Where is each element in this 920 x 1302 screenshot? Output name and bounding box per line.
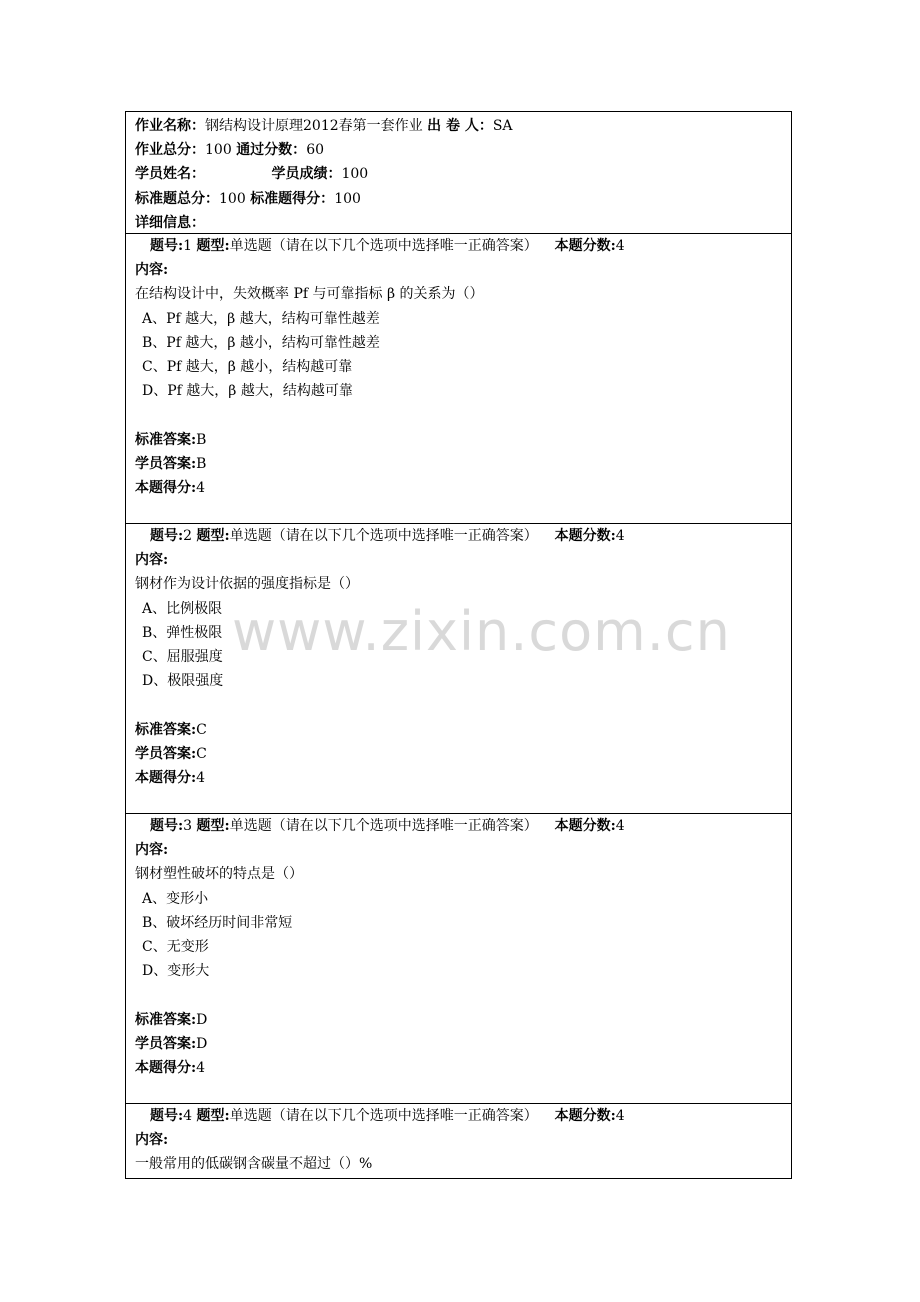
- option-b: B、Pf 越大，β 越小，结构可靠性越差: [142, 334, 380, 351]
- student-row: [135, 162, 791, 186]
- student-name-label: 学员姓名：: [135, 166, 205, 183]
- total-score-label: 作业总分：: [135, 142, 205, 159]
- standard-answer-value: C: [196, 721, 207, 738]
- standard-score-value: 100: [334, 190, 361, 207]
- question-number-label: 题号:: [150, 238, 184, 254]
- question-score-label: 本题分数:: [554, 528, 616, 544]
- question-score-value: 4: [615, 238, 625, 254]
- option-d: D、Pf 越大，β 越大，结构越可靠: [142, 383, 353, 400]
- got-score-label: 本题得分:: [135, 479, 197, 496]
- student-answer-label: 学员答案:: [135, 745, 197, 762]
- option-c: C、无变形: [142, 938, 209, 955]
- student-answer-value: D: [196, 1035, 208, 1052]
- question-got-score-row: [135, 476, 791, 500]
- detail-info-label: 详细信息：: [135, 214, 205, 231]
- standard-answer-row: [135, 428, 791, 452]
- got-score-value: 4: [196, 769, 206, 786]
- question-stem: 在结构设计中，失效概率 Pf 与可靠指标 β 的关系为（）: [135, 286, 484, 303]
- question-number-label: 题号:: [150, 818, 184, 834]
- standard-score-row: [135, 187, 791, 211]
- question-number-value: 2: [183, 528, 193, 544]
- option-a: A、Pf 越大，β 越大，结构可靠性越差: [142, 310, 380, 327]
- question-score-label: 本题分数:: [554, 238, 616, 254]
- option-a: A、变形小: [142, 890, 209, 907]
- question-header: [135, 524, 791, 548]
- standard-answer-value: B: [196, 431, 207, 448]
- question-score-label: 本题分数:: [554, 1108, 616, 1124]
- question-type-value: 单选题（请在以下几个选项中选择唯一正确答案）: [229, 238, 538, 254]
- option-d: D、极限强度: [142, 673, 224, 690]
- standard-total-label: 标准题总分：: [135, 190, 219, 207]
- option-b: B、弹性极限: [142, 624, 223, 641]
- total-score-row: [135, 138, 791, 162]
- question-number-value: 1: [183, 238, 193, 254]
- standard-total-value: 100: [219, 190, 246, 207]
- question-number-value: 4: [183, 1108, 193, 1124]
- standard-score-label: 标准题得分：: [250, 190, 335, 207]
- standard-answer-label: 标准答案:: [135, 1011, 197, 1028]
- question-type-value: 单选题（请在以下几个选项中选择唯一正确答案）: [229, 528, 538, 544]
- question-header: [135, 234, 791, 258]
- student-answer-row: [135, 1032, 791, 1056]
- question-stem: 钢材作为设计依据的强度指标是（）: [135, 576, 359, 593]
- got-score-label: 本题得分:: [135, 1059, 197, 1076]
- question-type-label: 题型:: [196, 238, 230, 254]
- standard-answer-row: [135, 1008, 791, 1032]
- option-c: C、屈服强度: [142, 648, 223, 665]
- student-answer-label: 学员答案:: [135, 1035, 197, 1052]
- content-label: 内容:: [135, 262, 169, 279]
- got-score-value: 4: [196, 479, 206, 496]
- total-score-value: 100: [205, 142, 232, 159]
- assignment-name-row: [135, 114, 791, 138]
- option-d: D、变形大: [142, 963, 210, 980]
- question-number-value: 3: [183, 818, 193, 834]
- standard-answer-row: [135, 718, 791, 742]
- student-answer-label: 学员答案:: [135, 455, 197, 472]
- pass-score-value: 60: [306, 142, 325, 159]
- author-label: 出 卷 人：: [427, 118, 493, 134]
- content-label: 内容:: [135, 552, 169, 569]
- content-label: 内容:: [135, 1132, 169, 1149]
- question-score-value: 4: [615, 818, 625, 834]
- question-header: [135, 814, 791, 838]
- question-got-score-row: [135, 766, 791, 790]
- question-got-score-row: [135, 1056, 791, 1080]
- assignment-name-label: 作业名称：: [135, 118, 205, 134]
- option-c: C、Pf 越大，β 越小，结构越可靠: [142, 358, 353, 375]
- question-type-label: 题型:: [196, 528, 230, 544]
- assignment-header: [126, 112, 791, 234]
- student-score-label: 学员成绩：: [271, 166, 342, 183]
- option-b: B、破坏经历时间非常短: [142, 914, 293, 931]
- assignment-document: [125, 111, 792, 1179]
- student-score-value: 100: [341, 166, 369, 183]
- question-number-label: 题号:: [150, 528, 184, 544]
- option-a: A、比例极限: [142, 600, 223, 617]
- got-score-label: 本题得分:: [135, 769, 197, 786]
- assignment-name-value: 钢结构设计原理2012春第一套作业: [205, 118, 423, 134]
- author-value: SA: [492, 118, 513, 134]
- question-type-label: 题型:: [196, 1108, 230, 1124]
- question-score-value: 4: [615, 1108, 625, 1124]
- standard-answer-label: 标准答案:: [135, 721, 197, 738]
- question-block-3: [126, 814, 791, 1104]
- question-type-label: 题型:: [196, 818, 230, 834]
- standard-answer-value: D: [196, 1011, 208, 1028]
- student-answer-value: B: [196, 455, 207, 472]
- got-score-value: 4: [196, 1059, 206, 1076]
- student-answer-value: C: [196, 745, 207, 762]
- pass-score-label: 通过分数：: [236, 142, 307, 159]
- student-answer-row: [135, 742, 791, 766]
- question-score-value: 4: [615, 528, 625, 544]
- watermark: www.zixin.com.cn: [232, 600, 731, 663]
- question-number-label: 题号:: [150, 1108, 184, 1124]
- question-stem: 一般常用的低碳钢含碳量不超过（）%: [135, 1156, 373, 1173]
- question-header: [135, 1104, 791, 1128]
- question-block-4: [126, 1104, 791, 1178]
- question-stem: 钢材塑性破坏的特点是（）: [135, 866, 303, 883]
- question-score-label: 本题分数:: [554, 818, 616, 834]
- standard-answer-label: 标准答案:: [135, 431, 197, 448]
- question-block-2: [126, 524, 791, 814]
- question-block-1: [126, 234, 791, 524]
- student-answer-row: [135, 452, 791, 476]
- content-label: 内容:: [135, 842, 169, 859]
- question-type-value: 单选题（请在以下几个选项中选择唯一正确答案）: [229, 1108, 538, 1124]
- question-type-value: 单选题（请在以下几个选项中选择唯一正确答案）: [229, 818, 538, 834]
